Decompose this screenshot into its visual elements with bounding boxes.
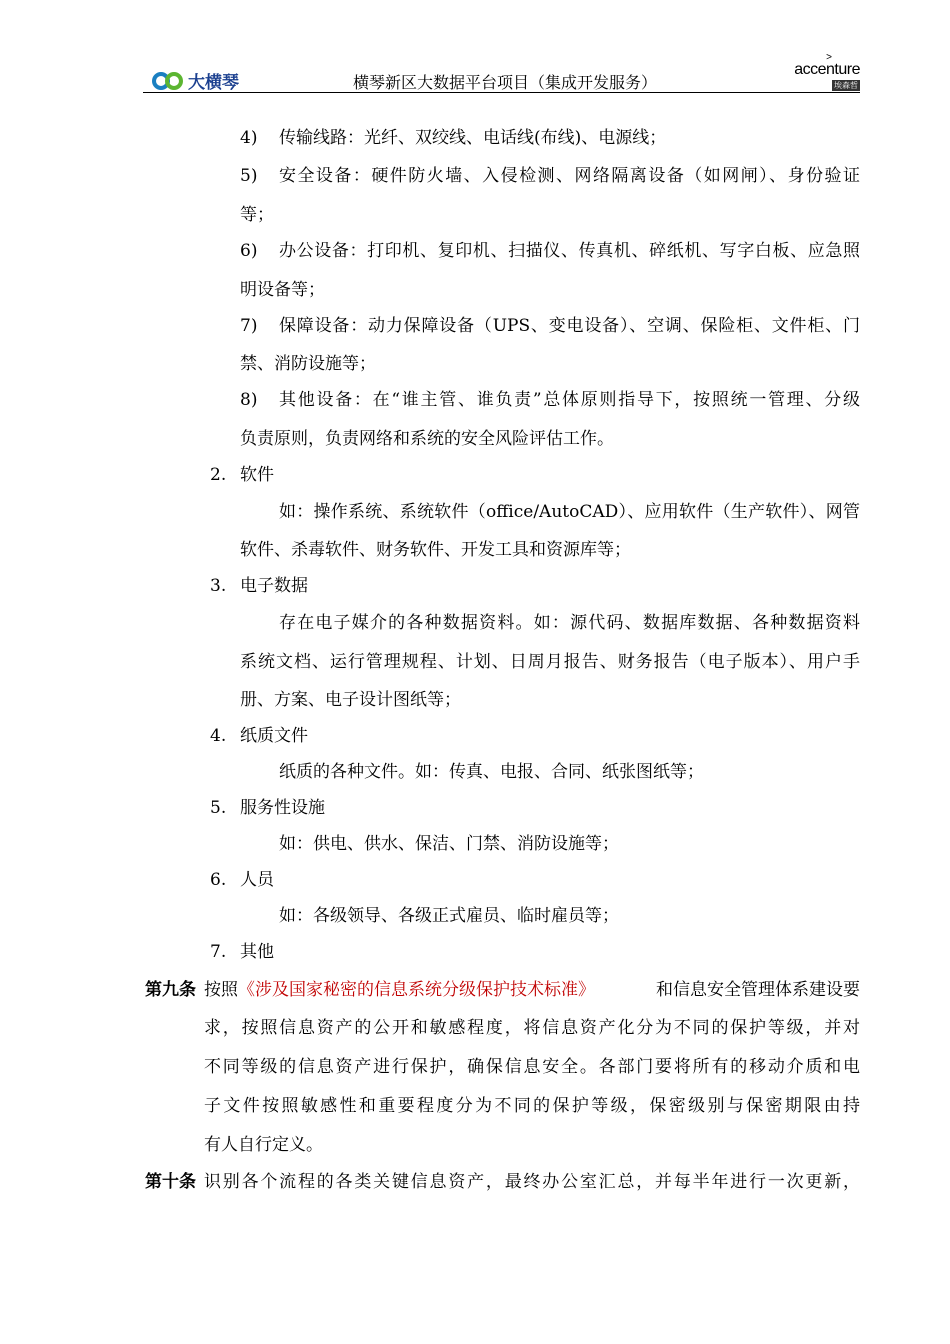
item-8-line-2: 负责原则，负责网络和系统的安全风险评估工作。 xyxy=(240,429,614,449)
item-5-line-2: 等； xyxy=(240,205,274,225)
hengqin-logo xyxy=(151,68,239,93)
item-6-number: 6) xyxy=(240,241,258,261)
brand-sub: 埃森哲 xyxy=(834,81,858,90)
section-3-line-3: 册、方案、电子设计图纸等； xyxy=(240,690,461,710)
section-2-title: 软件 xyxy=(240,465,274,485)
item-6-line-1: 办公设备：打印机、复印机、扫描仪、传真机、碎纸机、写字白板、应急照 xyxy=(279,241,860,261)
item-7-number: 7) xyxy=(240,316,258,336)
section-7-title: 其他 xyxy=(240,942,274,962)
section-5-number: 5. xyxy=(210,798,227,818)
section-5-title: 服务性设施 xyxy=(240,798,325,818)
article-9-label: 第九条 xyxy=(145,980,196,1000)
article-10-label: 第十条 xyxy=(145,1172,196,1192)
section-3-line-1: 存在电子媒介的各种数据资料。如：源代码、数据库数据、各种数据资料 xyxy=(279,613,860,633)
article-9-line-3: 不同等级的信息资产进行保护，确保信息安全。各部门要将所有的移动介质和电 xyxy=(204,1057,860,1077)
hengqin-logo-icon xyxy=(151,71,185,91)
section-7-number: 7. xyxy=(210,942,227,962)
section-2-line-1: 如：操作系统、系统软件（office/AutoCAD）、应用软件（生产软件）、网管 xyxy=(279,502,860,522)
item-6-line-2: 明设备等； xyxy=(240,280,325,300)
article-9-line-5: 有人自行定义。 xyxy=(204,1135,323,1155)
item-7-line-1: 保障设备：动力保障设备（UPS、变电设备）、空调、保险柜、文件柜、门 xyxy=(279,316,860,336)
item-4-number: 4) xyxy=(240,128,258,148)
section-6-title: 人员 xyxy=(240,870,274,890)
article-10-line-1: 识别各个流程的各类关键信息资产，最终办公室汇总，并每半年进行一次更新， xyxy=(204,1172,860,1192)
article-9-line-4: 子文件按照敏感性和重要程度分为不同的保护等级，保密级别与保密期限由持 xyxy=(204,1096,860,1116)
section-6-number: 6. xyxy=(210,870,227,890)
accenture-caret-icon: > xyxy=(826,52,832,63)
article-9-standard-reference: 《涉及国家秘密的信息系统分级保护技术标准》 xyxy=(238,980,595,1000)
article-9-pre: 按照 xyxy=(204,980,238,1000)
item-7-line-2: 禁、消防设施等； xyxy=(240,354,376,374)
item-5-number: 5) xyxy=(240,166,258,186)
section-3-number: 3. xyxy=(210,576,227,596)
section-5-line-1: 如：供电、供水、保洁、门禁、消防设施等； xyxy=(279,834,619,854)
header-title: 横琴新区大数据平台项目（集成开发服务） xyxy=(353,73,658,92)
section-6-line-1: 如：各级领导、各级正式雇员、临时雇员等； xyxy=(279,906,619,926)
section-2-number: 2. xyxy=(210,465,227,485)
accenture-logo xyxy=(794,52,860,92)
page-header xyxy=(143,52,860,93)
item-5-line-1: 安全设备：硬件防火墙、入侵检测、网络隔离设备（如网闸）、身份验证 xyxy=(279,166,860,186)
item-8-line-1: 其他设备：在“谁主管、谁负责”总体原则指导下，按照统一管理、分级 xyxy=(279,390,860,410)
article-9-line-1 xyxy=(204,980,860,1000)
article-9-line-2: 求，按照信息资产的公开和敏感程度，将信息资产化分为不同的保护等级，并对 xyxy=(204,1018,860,1038)
section-2-line-2: 软件、杀毒软件、财务软件、开发工具和资源库等； xyxy=(240,540,631,560)
article-9-post: 和信息安全管理体系建设要 xyxy=(656,980,860,1000)
section-4-line-1: 纸质的各种文件。如：传真、电报、合同、纸张图纸等； xyxy=(279,762,704,782)
item-4-text: 传输线路：光纤、双绞线、电话线(布线)、电源线； xyxy=(279,128,667,148)
brand-name: accenture xyxy=(794,61,860,78)
section-3-line-2: 系统文档、运行管理规程、计划、日周月报告、财务报告（电子版本）、用户手 xyxy=(240,652,860,672)
item-8-number: 8) xyxy=(240,390,258,410)
section-3-title: 电子数据 xyxy=(240,576,308,596)
section-4-title: 纸质文件 xyxy=(240,726,308,746)
logo-text: 大横琴 xyxy=(188,73,239,93)
section-4-number: 4. xyxy=(210,726,227,746)
